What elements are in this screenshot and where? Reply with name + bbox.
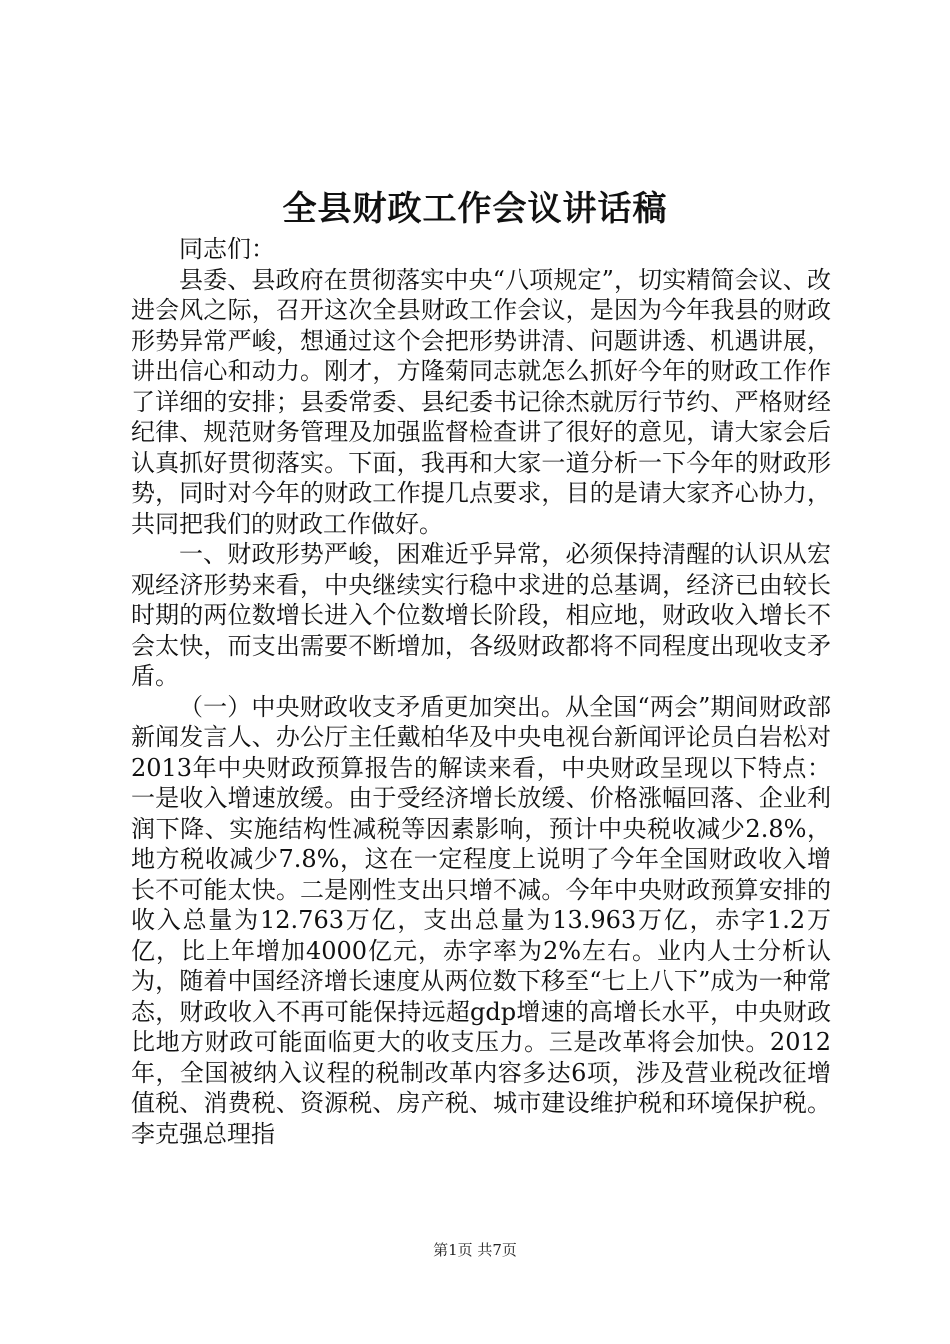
page-footer: 第1页 共7页 <box>433 1241 517 1259</box>
document-body <box>131 234 831 1149</box>
section-one-paragraph: 一、财政形势严峻，困难近乎异常，必须保持清醒的认识从宏观经济形势来看，中央继续实行稳中求进的总基调，经济已由较长时期的两位数增长进入个位数增长阶段，相应地，财政收入增长不会太快，而支出需要不断增加，各级财政都将不同程度出现收支矛盾。 <box>131 540 831 690</box>
subsection-one-paragraph: （一）中央财政收支矛盾更加突出。从全国“两会”期间财政部新闻发言人、办公厅主任戴柏华及中央电视台新闻评论员白岩松对2013年中央财政预算报告的解读来看，中央财政呈现以下特点：一是收入增速放缓。由于受经济增长放缓、价格涨幅回落、企业利润下降、实施结构性减税等因素影响，预计中央税收减少2.8%，地方税收减少7.8%，这在一定程度上说明了今年全国财政收入增长不可能太快。二是刚性支出只增不减。今年中央财政预算安排的收入总量为12.763万亿，支出总量为13.963万亿，赤字1.2万亿，比上年增加4000亿元，赤字率为2%左右。业内人士分析认为，随着中国经济增长速度从两位数下移至“七上八下”成为一种常态，财政收入不再可能保持远超gdp增速的高增长水平，中央财政比地方财政可能面临更大的收支压力。三是改革将会加快。2012年，全国被纳入议程的税制改革内容多达6项，涉及营业税改征增值税、消费税、资源税、房产税、城市建设维护税和环境保护税。李克强总理指 <box>131 692 831 1148</box>
intro-paragraph: 县委、县政府在贯彻落实中央“八项规定”，切实精简会议、改进会风之际，召开这次全县财政工作会议，是因为今年我县的财政形势异常严峻，想通过这个会把形势讲清、问题讲透、机遇讲展，讲出信心和动力。刚才，方隆菊同志就怎么抓好今年的财政工作作了详细的安排；县委常委、县纪委书记徐杰就厉行节约、严格财经纪律、规范财务管理及加强监督检查讲了很好的意见，请大家会后认真抓好贯彻落实。下面，我再和大家一道分析一下今年的财政形势，同时对今年的财政工作提几点要求，目的是请大家齐心协力，共同把我们的财政工作做好。 <box>131 265 831 538</box>
salutation-paragraph: 同志们： <box>179 235 275 263</box>
document-title: 全县财政工作会议讲话稿 <box>282 189 668 229</box>
